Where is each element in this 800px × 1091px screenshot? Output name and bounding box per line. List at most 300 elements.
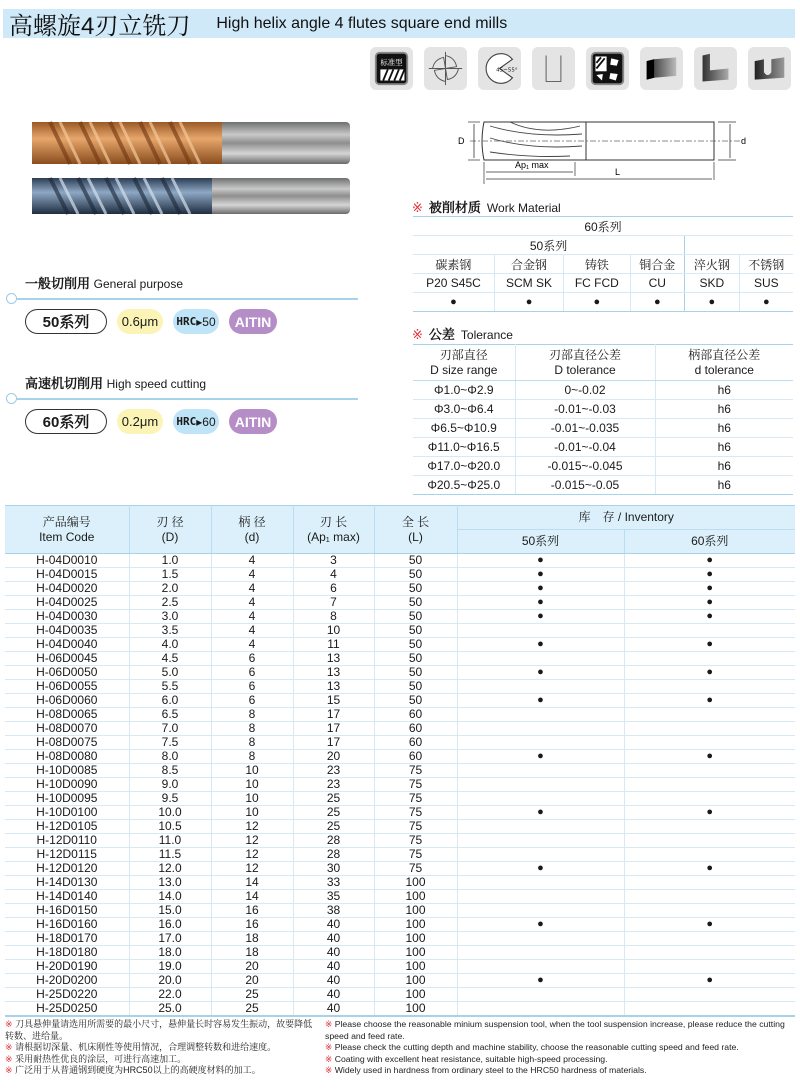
material-code: SUS	[739, 274, 793, 293]
d-tolerance: -0.01~-0.04	[515, 438, 655, 457]
item-code: H-04D0025	[5, 596, 129, 610]
item-code: H-06D0060	[5, 694, 129, 708]
item-code: H-10D0095	[5, 792, 129, 806]
flute-length: 23	[293, 778, 374, 792]
item-code: H-18D0180	[5, 946, 129, 960]
stock-60-series: ●	[624, 582, 795, 596]
shank-diameter: 6	[211, 680, 293, 694]
shank-diameter: 18	[211, 946, 293, 960]
overall-length: 60	[374, 722, 457, 736]
shank-diameter: 4	[211, 568, 293, 582]
series-section-high-speed	[3, 373, 398, 434]
item-code: H-10D0100	[5, 806, 129, 820]
shank-diameter: 12	[211, 820, 293, 834]
item-code: H-10D0090	[5, 778, 129, 792]
stock-60-series: ●	[624, 862, 795, 876]
table-row	[5, 960, 795, 974]
note-item: ※ Please check the cutting depth and machine stability, choose the reasonable cutting speed and feed rate.	[325, 1042, 739, 1052]
stock-60-series	[624, 722, 795, 736]
diagram-label-L: L	[615, 167, 621, 177]
flute-length: 20	[293, 750, 374, 764]
size-range: Φ6.5~Φ10.9	[413, 419, 515, 438]
arrow-icon: ▸	[196, 314, 203, 329]
series-badge: 50系列	[25, 309, 107, 334]
item-code: H-16D0160	[5, 918, 129, 932]
table-row	[5, 736, 795, 750]
reference-mark-icon: ※	[5, 1042, 13, 1052]
flute-length: 6	[293, 582, 374, 596]
group-60-series: 60系列	[413, 217, 793, 236]
overall-length: 75	[374, 764, 457, 778]
flute-length: 17	[293, 708, 374, 722]
item-code: H-20D0200	[5, 974, 129, 988]
reference-mark-icon: ※	[5, 1053, 13, 1064]
item-code: H-12D0120	[5, 862, 129, 876]
column-header-item-code: 产品编号 Item Code	[5, 506, 129, 554]
stock-60-series: ●	[624, 638, 795, 652]
reference-mark-icon: ※	[325, 1065, 333, 1075]
stock-60-series: ●	[624, 918, 795, 932]
section-divider	[3, 393, 398, 403]
stock-50-series	[457, 820, 624, 834]
suitable-mark: ●	[564, 293, 630, 312]
material-name: 淬火钢	[685, 255, 740, 274]
table-row	[5, 862, 795, 876]
column-header-50-series: 50系列	[457, 530, 624, 554]
d-tolerance: -0.015~-0.05	[515, 476, 655, 495]
overall-length: 100	[374, 960, 457, 974]
stock-60-series: ●	[624, 694, 795, 708]
arrow-icon: ▸	[196, 414, 203, 429]
shank-diameter: 6	[211, 652, 293, 666]
table-row	[5, 1002, 795, 1017]
tolerance-row	[413, 400, 793, 419]
suitable-mark: ●	[630, 293, 685, 312]
note-item: ※ 请根据切深量、机床刚性等使用情况，合理调整转数和进给速度。	[5, 1042, 277, 1052]
shank-diameter: 4	[211, 610, 293, 624]
roughness-badge: 0.6μm	[117, 309, 163, 334]
flute-length: 25	[293, 820, 374, 834]
coating-badge: AITIN	[229, 409, 277, 434]
d-tolerance: -0.015~-0.045	[515, 457, 655, 476]
work-material-heading: ※ 被削材质 Work Material	[412, 200, 561, 215]
dimension-diagram	[450, 118, 770, 186]
shank-tolerance: h6	[655, 457, 793, 476]
tolerance-table	[413, 344, 793, 495]
stock-50-series	[457, 1002, 624, 1017]
shank-diameter: 18	[211, 932, 293, 946]
shank-diameter: 12	[211, 862, 293, 876]
flute-length: 40	[293, 946, 374, 960]
shank-diameter: 25	[211, 988, 293, 1002]
item-code: H-08D0080	[5, 750, 129, 764]
shank-diameter: 6	[211, 666, 293, 680]
table-row	[5, 722, 795, 736]
flute-length: 25	[293, 792, 374, 806]
overall-length: 75	[374, 806, 457, 820]
flute-length: 40	[293, 988, 374, 1002]
overall-length: 50	[374, 554, 457, 568]
overall-length: 75	[374, 792, 457, 806]
shank-tolerance: h6	[655, 438, 793, 457]
stock-60-series	[624, 624, 795, 638]
cutting-diameter: 10.0	[129, 806, 211, 820]
stock-50-series	[457, 946, 624, 960]
item-code: H-04D0010	[5, 554, 129, 568]
size-range: Φ11.0~Φ16.5	[413, 438, 515, 457]
stock-60-series	[624, 890, 795, 904]
stock-60-series	[624, 764, 795, 778]
column-header: 柄部直径公差 d tolerance	[655, 345, 793, 381]
suitable-mark: ●	[494, 293, 563, 312]
section-heading-cn: 高速机切削用	[25, 376, 104, 391]
item-code: H-06D0055	[5, 680, 129, 694]
stock-50-series: ●	[457, 582, 624, 596]
standard-type-icon	[370, 47, 413, 90]
cutting-diameter: 1.0	[129, 554, 211, 568]
tolerance-row	[413, 381, 793, 400]
bronze-coated-end-mill	[32, 122, 350, 164]
cutting-diameter: 5.5	[129, 680, 211, 694]
flute-length: 40	[293, 974, 374, 988]
table-row	[5, 708, 795, 722]
table-row	[5, 610, 795, 624]
table-row	[5, 890, 795, 904]
flute-length: 4	[293, 568, 374, 582]
cutting-diameter: 1.5	[129, 568, 211, 582]
stock-50-series	[457, 708, 624, 722]
overall-length: 75	[374, 848, 457, 862]
reference-mark-icon: ※	[325, 1053, 333, 1064]
stock-60-series	[624, 1002, 795, 1017]
table-row	[5, 946, 795, 960]
overall-length: 50	[374, 666, 457, 680]
reference-mark-icon: ※	[412, 327, 423, 342]
note-item: ※ 广泛用于从普通钢到硬度为HRC50以上的高硬度材料的加工。	[5, 1065, 261, 1075]
reference-mark-icon: ※	[5, 1065, 13, 1075]
overall-length: 100	[374, 890, 457, 904]
d-tolerance: -0.01~-0.03	[515, 400, 655, 419]
overall-length: 50	[374, 624, 457, 638]
flute-length: 30	[293, 862, 374, 876]
table-row	[5, 638, 795, 652]
shank-tolerance: h6	[655, 400, 793, 419]
stock-50-series	[457, 792, 624, 806]
overall-length: 100	[374, 974, 457, 988]
flute-length: 15	[293, 694, 374, 708]
cutting-diameter: 11.0	[129, 834, 211, 848]
stock-60-series	[624, 834, 795, 848]
cutting-diameter: 14.0	[129, 890, 211, 904]
item-code: H-10D0085	[5, 764, 129, 778]
stock-50-series	[457, 890, 624, 904]
column-header: 刃部直径 D size range	[413, 345, 515, 381]
overall-length: 60	[374, 736, 457, 750]
shank-diameter: 4	[211, 582, 293, 596]
cutting-diameter: 9.0	[129, 778, 211, 792]
shank-diameter: 6	[211, 694, 293, 708]
stock-60-series	[624, 792, 795, 806]
overall-length: 75	[374, 820, 457, 834]
suitable-mark: ●	[685, 293, 740, 312]
section-heading-cn: 一般切削用	[25, 276, 91, 291]
flute-length: 33	[293, 876, 374, 890]
table-row	[5, 694, 795, 708]
item-code: H-14D0140	[5, 890, 129, 904]
stock-50-series: ●	[457, 554, 624, 568]
page-title-en: High helix angle 4 flutes square end mills	[216, 14, 508, 32]
table-row	[5, 666, 795, 680]
flute-length: 35	[293, 890, 374, 904]
table-row	[5, 848, 795, 862]
reference-mark-icon: ※	[325, 1019, 333, 1029]
overall-length: 50	[374, 680, 457, 694]
cutting-diameter: 6.0	[129, 694, 211, 708]
item-code: H-04D0015	[5, 568, 129, 582]
title-bar	[3, 9, 795, 38]
overall-length: 100	[374, 946, 457, 960]
stock-60-series	[624, 652, 795, 666]
side-milling-icon	[640, 47, 683, 90]
stock-60-series	[624, 904, 795, 918]
stock-50-series	[457, 988, 624, 1002]
item-code: H-04D0020	[5, 582, 129, 596]
overall-length: 50	[374, 652, 457, 666]
item-code: H-12D0115	[5, 848, 129, 862]
overall-length: 100	[374, 932, 457, 946]
size-range: Φ3.0~Φ6.4	[413, 400, 515, 419]
column-header-inventory: 库 存 / Inventory	[457, 506, 795, 530]
square-end-icon	[532, 47, 575, 90]
material-name: 铸铁	[564, 255, 630, 274]
column-header-d-diameter: 刃 径 (D)	[129, 506, 211, 554]
stock-50-series	[457, 680, 624, 694]
table-row	[5, 834, 795, 848]
material-code: FC FCD	[564, 274, 630, 293]
d-tolerance: -0.01~-0.035	[515, 419, 655, 438]
flute-length: 8	[293, 610, 374, 624]
item-code: H-25D0220	[5, 988, 129, 1002]
cutting-diameter: 13.0	[129, 876, 211, 890]
shank-diameter: 14	[211, 876, 293, 890]
product-table	[5, 505, 795, 1017]
stock-50-series	[457, 960, 624, 974]
shoulder-milling-icon	[694, 47, 737, 90]
item-code: H-12D0105	[5, 820, 129, 834]
cutting-diameter: 12.0	[129, 862, 211, 876]
stock-50-series	[457, 834, 624, 848]
svg-text:标准型: 标准型	[380, 57, 403, 67]
size-range: Φ20.5~Φ25.0	[413, 476, 515, 495]
cutting-diameter: 2.0	[129, 582, 211, 596]
shank-tolerance: h6	[655, 381, 793, 400]
stock-50-series: ●	[457, 610, 624, 624]
stock-50-series	[457, 876, 624, 890]
work-material-table	[413, 216, 793, 312]
shank-diameter: 10	[211, 778, 293, 792]
cutting-diameter: 7.5	[129, 736, 211, 750]
column-header-overall-length: 全 长 (L)	[374, 506, 457, 554]
shank-diameter: 20	[211, 974, 293, 988]
stock-60-series	[624, 932, 795, 946]
overall-length: 100	[374, 1002, 457, 1017]
material-chips-icon	[586, 47, 629, 90]
stock-60-series	[624, 960, 795, 974]
item-code: H-04D0030	[5, 610, 129, 624]
table-row	[5, 988, 795, 1002]
shank-diameter: 8	[211, 708, 293, 722]
item-code: H-06D0050	[5, 666, 129, 680]
stock-60-series: ●	[624, 974, 795, 988]
cutting-diameter: 17.0	[129, 932, 211, 946]
stock-50-series	[457, 722, 624, 736]
stock-60-series: ●	[624, 610, 795, 624]
shank-diameter: 12	[211, 834, 293, 848]
item-code: H-14D0130	[5, 876, 129, 890]
ring-icon	[6, 293, 17, 304]
series-badge: 60系列	[25, 409, 107, 434]
table-row	[5, 918, 795, 932]
cutting-diameter: 19.0	[129, 960, 211, 974]
stock-50-series	[457, 904, 624, 918]
stock-60-series	[624, 988, 795, 1002]
item-code: H-04D0035	[5, 624, 129, 638]
shank-diameter: 16	[211, 904, 293, 918]
table-row	[5, 554, 795, 568]
slot-milling-icon	[748, 47, 791, 90]
tolerance-row	[413, 457, 793, 476]
note-item: ※ Please choose the reasonable minium suspension tool, when the tool suspension increase, please reduce the cutting speed and feed rate.	[325, 1019, 785, 1041]
tolerance-heading: ※ 公差 Tolerance	[412, 327, 513, 342]
flute-length: 13	[293, 666, 374, 680]
stock-50-series: ●	[457, 750, 624, 764]
cutting-diameter: 7.0	[129, 722, 211, 736]
stock-60-series	[624, 778, 795, 792]
material-code: CU	[630, 274, 685, 293]
overall-length: 100	[374, 918, 457, 932]
table-row	[5, 652, 795, 666]
overall-length: 50	[374, 610, 457, 624]
notes-chinese	[5, 1019, 315, 1077]
item-code: H-20D0190	[5, 960, 129, 974]
table-row	[5, 680, 795, 694]
material-name: 合金钢	[494, 255, 563, 274]
overall-length: 75	[374, 862, 457, 876]
notes-english	[325, 1019, 800, 1077]
helix-angle-icon	[478, 47, 521, 90]
overall-length: 50	[374, 568, 457, 582]
cutting-diameter: 18.0	[129, 946, 211, 960]
tolerance-row	[413, 438, 793, 457]
cutting-diameter: 2.5	[129, 596, 211, 610]
shank-diameter: 10	[211, 764, 293, 778]
item-code: H-08D0075	[5, 736, 129, 750]
shank-diameter: 20	[211, 960, 293, 974]
cutting-diameter: 10.5	[129, 820, 211, 834]
flute-length: 28	[293, 834, 374, 848]
table-row	[5, 932, 795, 946]
shank-diameter: 12	[211, 848, 293, 862]
shank-diameter: 8	[211, 722, 293, 736]
item-code: H-08D0070	[5, 722, 129, 736]
diagram-label-ap: Ap₁ max	[515, 160, 549, 170]
flute-length: 28	[293, 848, 374, 862]
stock-60-series: ●	[624, 806, 795, 820]
roughness-badge: 0.2μm	[117, 409, 163, 434]
item-code: H-06D0045	[5, 652, 129, 666]
table-row	[5, 820, 795, 834]
item-code: H-25D0250	[5, 1002, 129, 1017]
table-row	[5, 876, 795, 890]
table-row	[5, 806, 795, 820]
suitable-mark: ●	[413, 293, 494, 312]
shank-diameter: 10	[211, 806, 293, 820]
section-heading-en: High speed cutting	[106, 377, 207, 391]
stock-60-series: ●	[624, 554, 795, 568]
stock-60-series	[624, 820, 795, 834]
note-item: ※ 刀具悬伸量请选用所需要的最小尺寸，悬伸量长时容易发生振动，故要降低转数、进给量。	[5, 1019, 313, 1041]
stock-50-series	[457, 736, 624, 750]
flute-length: 40	[293, 918, 374, 932]
column-header-60-series: 60系列	[624, 530, 795, 554]
flute-length: 10	[293, 624, 374, 638]
table-row	[5, 974, 795, 988]
overall-length: 60	[374, 708, 457, 722]
material-name: 碳素钢	[413, 255, 494, 274]
shank-diameter: 14	[211, 890, 293, 904]
table-row	[5, 596, 795, 610]
flute-length: 17	[293, 736, 374, 750]
stock-60-series	[624, 848, 795, 862]
flute-length: 23	[293, 764, 374, 778]
hardness-badge: HRC ▸ 60	[173, 409, 219, 434]
page-title-cn: 高螺旋4刃立铣刀	[9, 13, 191, 40]
stock-50-series: ●	[457, 918, 624, 932]
stock-60-series	[624, 680, 795, 694]
size-range: Φ1.0~Φ2.9	[413, 381, 515, 400]
table-row	[5, 904, 795, 918]
stock-60-series	[624, 876, 795, 890]
four-flute-cross-section-icon	[424, 47, 467, 90]
table-row	[5, 568, 795, 582]
cutting-diameter: 4.0	[129, 638, 211, 652]
stock-50-series: ●	[457, 974, 624, 988]
section-divider	[3, 293, 398, 303]
reference-mark-icon: ※	[412, 200, 423, 215]
column-header-flute-length: 刃 长 (Ap₁ max)	[293, 506, 374, 554]
series-section-general	[3, 273, 398, 334]
cutting-diameter: 16.0	[129, 918, 211, 932]
feature-icons	[370, 47, 791, 90]
stock-50-series: ●	[457, 638, 624, 652]
d-tolerance: 0~-0.02	[515, 381, 655, 400]
stock-50-series: ●	[457, 568, 624, 582]
reference-mark-icon: ※	[325, 1042, 333, 1052]
table-row	[5, 750, 795, 764]
flute-length: 25	[293, 806, 374, 820]
overall-length: 50	[374, 582, 457, 596]
material-name: 铜合金	[630, 255, 685, 274]
ring-icon	[6, 393, 17, 404]
overall-length: 100	[374, 988, 457, 1002]
column-header: 刃部直径公差 D tolerance	[515, 345, 655, 381]
item-code: H-04D0040	[5, 638, 129, 652]
svg-text:45~55°: 45~55°	[496, 67, 518, 74]
cutting-diameter: 22.0	[129, 988, 211, 1002]
overall-length: 50	[374, 596, 457, 610]
stock-50-series	[457, 764, 624, 778]
section-heading-en: General purpose	[93, 277, 184, 291]
